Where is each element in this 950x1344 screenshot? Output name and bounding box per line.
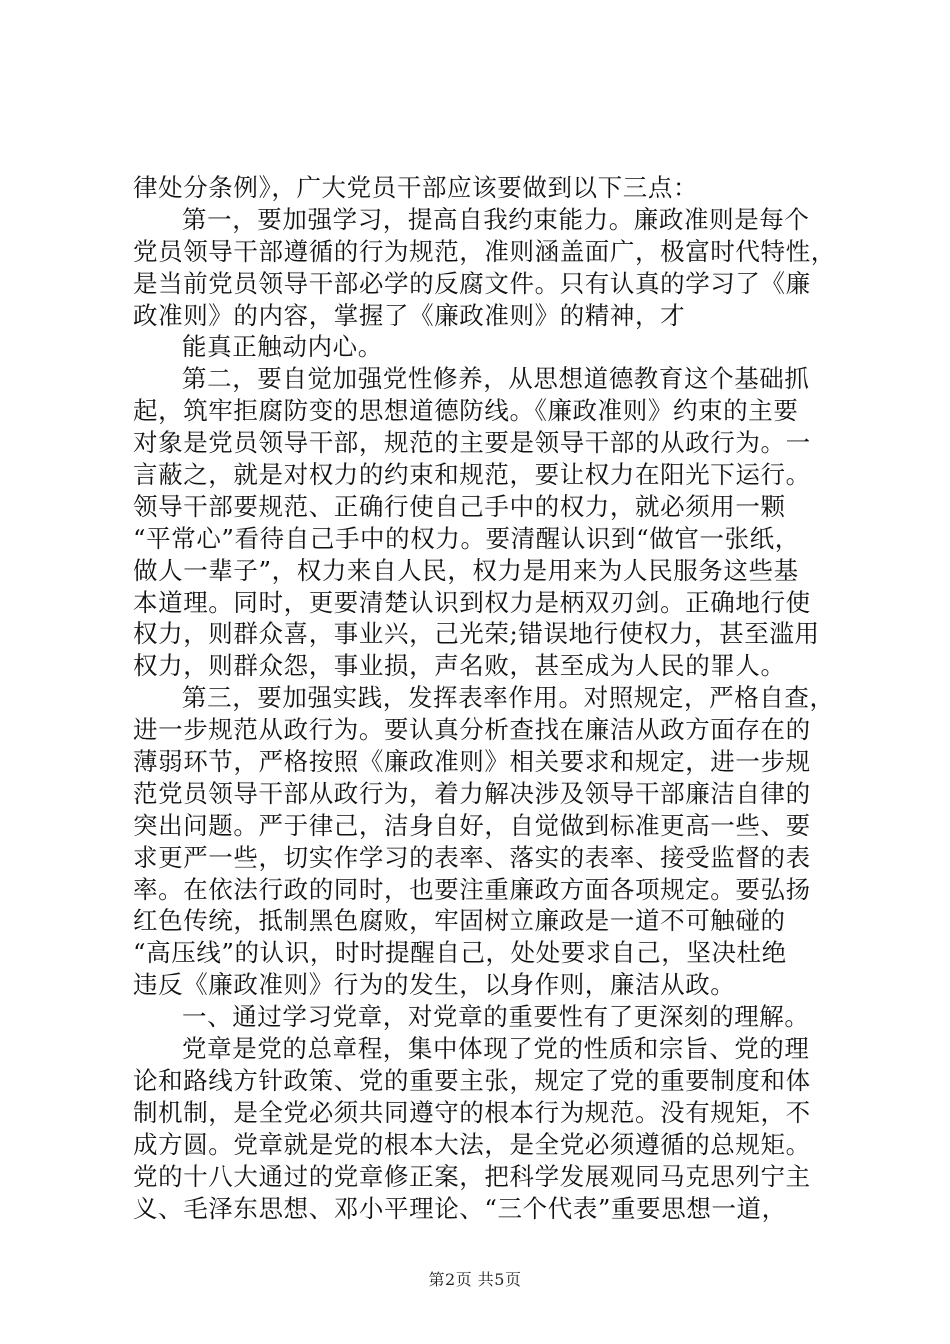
text-line: 求更严一些，切实作学习的表率、落实的表率、接受监督的表: [133, 842, 811, 872]
text-line: 突出问题。严于律己，洁身自好，自觉做到标准更高一些、要: [133, 810, 811, 840]
text-line: 成方圆。党章就是党的根本大法，是全党必须遵循的总规矩。: [133, 1129, 811, 1159]
text-line: 能真正触动内心。: [182, 332, 383, 362]
text-line: 第三，要加强实践，发挥表率作用。对照规定，严格自查，: [182, 683, 835, 713]
text-line: 是当前党员领导干部必学的反腐文件。只有认真的学习了《廉: [133, 268, 811, 298]
text-line: “高压线”的认识，时时提醒自己，处处要求自己，坚决杜绝: [133, 938, 787, 968]
text-line: 义、毛泽东思想、邓小平理论、“三个代表”重要思想一道，: [133, 1193, 787, 1223]
text-line: 政准则》的内容，掌握了《廉政准则》的精神，才: [133, 300, 686, 330]
text-line: 范党员领导干部从政行为，着力解决涉及领导干部廉洁自律的: [133, 778, 811, 808]
text-line: 权力，则群众怨，事业损，声名败，甚至成为人民的罪人。: [133, 651, 786, 681]
text-line: 一、通过学习党章，对党章的重要性有了更深刻的理解。: [182, 1002, 810, 1032]
text-line: 本道理。同时，更要清楚认识到权力是柄双刃剑。正确地行使: [133, 587, 811, 617]
text-line: 第二，要自觉加强党性修养，从思想道德教育这个基础抓: [182, 364, 810, 394]
text-line: 对象是党员领导干部，规范的主要是领导干部的从政行为。一: [133, 428, 811, 458]
text-line: 律处分条例》，广大党员干部应该要做到以下三点：: [133, 173, 699, 202]
text-line: 率。在依法行政的同时，也要注重廉政方面各项规定。要弘扬: [133, 874, 811, 904]
text-line: “平常心”看待自己手中的权力。要清醒认识到“做官一张纸，: [133, 523, 800, 553]
text-line: 制机制，是全党必须共同遵守的根本行为规范。没有规矩，不: [133, 1097, 811, 1127]
text-line: 红色传统，抵制黑色腐败，牢固树立廉政是一道不可触碰的: [133, 906, 786, 936]
text-line: 做人一辈子”，权力来自人民，权力是用来为人民服务这些基: [133, 555, 799, 585]
text-line: 党的十八大通过的党章修正案，把科学发展观同马克思列宁主: [133, 1161, 811, 1191]
text-line: 领导干部要规范、正确行使自己手中的权力，就必须用一颗: [133, 491, 786, 521]
text-line: 言蔽之，就是对权力的约束和规范，要让权力在阳光下运行。: [133, 460, 811, 490]
text-line: 进一步规范从政行为。要认真分析查找在廉洁从政方面存在的: [133, 715, 811, 745]
text-line: 起，筑牢拒腐防变的思想道德防线。《廉政准则》约束的主要: [133, 396, 799, 426]
text-line: 违反《廉政准则》行为的发生，以身作则，廉洁从政。: [133, 970, 736, 1000]
text-line: 第一，要加强学习，提高自我约束能力。廉政准则是每个: [182, 204, 810, 234]
text-line: 薄弱环节，严格按照《廉政准则》相关要求和规定，进一步规: [133, 747, 811, 777]
page-footer: 第2页 共5页: [428, 1270, 522, 1289]
text-line: 党章是党的总章程，集中体现了党的性质和宗旨、党的理: [182, 1034, 810, 1064]
text-line: 权力，则群众喜，事业兴，己光荣;错误地行使权力，甚至滥用: [133, 619, 820, 649]
text-line: 党员领导干部遵循的行为规范，准则涵盖面广，极富时代特性，: [133, 236, 836, 266]
text-line: 论和路线方针政策、党的重要主张，规定了党的重要制度和体: [133, 1065, 811, 1095]
document-body: [133, 172, 836, 1224]
